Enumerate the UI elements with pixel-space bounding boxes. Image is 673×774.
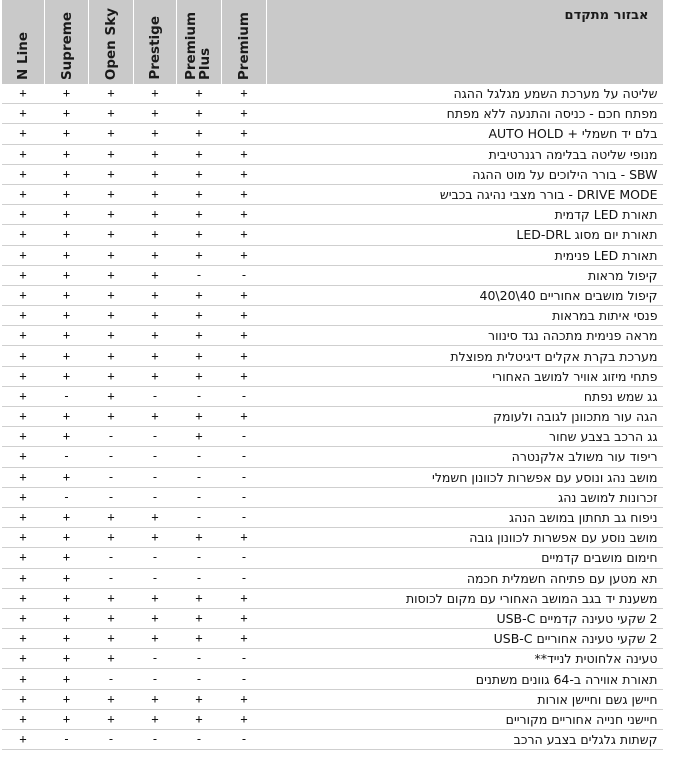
feature-name: הגה עור מתכוונן לגובה ולעומק — [267, 407, 663, 427]
availability-mark: - — [222, 427, 267, 447]
table-body — [2, 84, 663, 750]
availability-mark: + — [89, 366, 134, 386]
availability-mark: + — [2, 366, 45, 386]
table-row — [2, 649, 663, 669]
feature-header-title: אבזור מתקדם — [564, 8, 649, 23]
availability-mark: + — [222, 629, 267, 649]
availability-mark: + — [222, 104, 267, 124]
table-row — [2, 366, 663, 386]
availability-mark: - — [134, 386, 177, 406]
availability-mark: + — [89, 124, 134, 144]
availability-mark: + — [134, 144, 177, 164]
availability-mark: + — [45, 407, 89, 427]
availability-mark: - — [222, 386, 267, 406]
table-row — [2, 84, 663, 104]
availability-mark: + — [2, 548, 45, 568]
availability-mark: - — [177, 507, 222, 527]
availability-mark: + — [222, 84, 267, 104]
table-row — [2, 487, 663, 507]
table-row — [2, 346, 663, 366]
availability-mark: + — [134, 104, 177, 124]
availability-mark: + — [177, 84, 222, 104]
availability-mark: - — [177, 467, 222, 487]
availability-mark: + — [222, 225, 267, 245]
availability-mark: + — [89, 104, 134, 124]
table-row — [2, 427, 663, 447]
availability-mark: + — [177, 427, 222, 447]
availability-mark: + — [45, 366, 89, 386]
availability-mark: + — [222, 366, 267, 386]
trim-label-open-sky: Open Sky — [103, 7, 119, 80]
feature-name: זכרונות למושב נהג — [267, 487, 663, 507]
table-row — [2, 528, 663, 548]
feature-name: מושב נוסע עם אפשרות לכוונון גובה — [267, 528, 663, 548]
availability-mark: + — [45, 548, 89, 568]
availability-mark: - — [177, 568, 222, 588]
availability-mark: + — [2, 84, 45, 104]
availability-mark: + — [45, 689, 89, 709]
availability-mark: + — [134, 205, 177, 225]
feature-name: DRIVE MODE - בורר מצבי נהיגה בכביש — [267, 184, 663, 204]
availability-mark: + — [134, 184, 177, 204]
feature-name: חיישן גשם וחיישן אורות — [267, 689, 663, 709]
availability-mark: + — [222, 407, 267, 427]
availability-mark: + — [89, 306, 134, 326]
availability-mark: + — [222, 124, 267, 144]
table-row — [2, 629, 663, 649]
availability-mark: + — [222, 528, 267, 548]
table-row — [2, 104, 663, 124]
availability-mark: - — [45, 487, 89, 507]
table-row — [2, 689, 663, 709]
feature-name: 2 שקעי טעינה קדמיים USB-C — [267, 608, 663, 628]
table-row — [2, 730, 663, 750]
table-row — [2, 386, 663, 406]
availability-mark: + — [134, 285, 177, 305]
feature-name: משענת יד בגב המושב האחורי עם מקום לכוסות — [267, 588, 663, 608]
availability-mark: - — [134, 467, 177, 487]
availability-mark: + — [177, 225, 222, 245]
feature-name: חיישני חנייה אחוריים מקוריים — [267, 709, 663, 729]
availability-mark: + — [134, 588, 177, 608]
availability-mark: + — [222, 709, 267, 729]
feature-name: קיפול מושבים אחוריים 40\20\40 — [267, 285, 663, 305]
availability-mark: + — [2, 225, 45, 245]
availability-mark: + — [45, 124, 89, 144]
availability-mark: - — [134, 669, 177, 689]
availability-mark: + — [89, 205, 134, 225]
availability-mark: + — [222, 205, 267, 225]
availability-mark: + — [45, 629, 89, 649]
feature-name: תאורת יום מסוג LED-DRL — [267, 225, 663, 245]
availability-mark: - — [177, 386, 222, 406]
feature-name: 2 שקעי טעינה אחוריים USB-C — [267, 629, 663, 649]
availability-mark: + — [45, 144, 89, 164]
availability-mark: + — [177, 709, 222, 729]
availability-mark: + — [2, 386, 45, 406]
availability-mark: + — [222, 184, 267, 204]
availability-mark: + — [2, 306, 45, 326]
availability-mark: + — [134, 507, 177, 527]
feature-name: פנסי איתות במראות — [267, 306, 663, 326]
availability-mark: + — [177, 346, 222, 366]
availability-mark: + — [2, 528, 45, 548]
availability-mark: + — [2, 124, 45, 144]
availability-mark: + — [45, 285, 89, 305]
availability-mark: - — [89, 427, 134, 447]
availability-mark: + — [134, 629, 177, 649]
availability-mark: + — [222, 144, 267, 164]
availability-mark: + — [177, 528, 222, 548]
availability-mark: + — [2, 144, 45, 164]
feature-name: בלם יד חשמלי + AUTO HOLD — [267, 124, 663, 144]
table-row — [2, 225, 663, 245]
feature-name: גג הרכב בצבע שחור — [267, 427, 663, 447]
availability-mark: - — [89, 730, 134, 750]
availability-mark: + — [45, 225, 89, 245]
table-row — [2, 709, 663, 729]
availability-mark: + — [222, 306, 267, 326]
availability-mark: + — [89, 407, 134, 427]
availability-mark: + — [45, 709, 89, 729]
availability-mark: - — [89, 669, 134, 689]
availability-mark: - — [222, 548, 267, 568]
availability-mark: + — [2, 346, 45, 366]
trim-label-supreme: Supreme — [58, 11, 75, 80]
availability-mark: + — [89, 346, 134, 366]
availability-mark: + — [45, 164, 89, 184]
availability-mark: - — [177, 730, 222, 750]
availability-mark: - — [222, 507, 267, 527]
availability-mark: + — [134, 407, 177, 427]
availability-mark: + — [45, 184, 89, 204]
availability-mark: + — [2, 407, 45, 427]
availability-mark: + — [89, 588, 134, 608]
availability-mark: + — [134, 124, 177, 144]
availability-mark: + — [89, 184, 134, 204]
feature-name: מפתח חכם - כניסה והתנעה ללא מפתח — [267, 104, 663, 124]
table-row — [2, 205, 663, 225]
feature-name: ניפוח גב תחתון במושב הנהג — [267, 507, 663, 527]
availability-mark: + — [2, 649, 45, 669]
table-row — [2, 548, 663, 568]
availability-mark: + — [2, 588, 45, 608]
availability-mark: + — [45, 346, 89, 366]
availability-mark: + — [222, 285, 267, 305]
availability-mark: + — [2, 608, 45, 628]
feature-name: מנופי שליטה בבלימה רגנרטיבית — [267, 144, 663, 164]
availability-mark: - — [134, 548, 177, 568]
trim-header-prestige — [134, 0, 177, 84]
table-row — [2, 467, 663, 487]
table-row — [2, 608, 663, 628]
availability-mark: + — [45, 588, 89, 608]
availability-mark: + — [177, 689, 222, 709]
availability-mark: + — [89, 285, 134, 305]
availability-mark: + — [45, 507, 89, 527]
availability-mark: + — [89, 245, 134, 265]
availability-mark: + — [89, 629, 134, 649]
availability-mark: - — [222, 265, 267, 285]
availability-mark: + — [177, 205, 222, 225]
feature-name: ריפוד עור משולב אלקנטרה — [267, 447, 663, 467]
availability-mark: + — [134, 84, 177, 104]
availability-mark: + — [45, 649, 89, 669]
availability-mark: - — [89, 568, 134, 588]
table-row — [2, 285, 663, 305]
availability-mark: + — [134, 245, 177, 265]
availability-mark: + — [45, 608, 89, 628]
trim-header-open-sky — [89, 0, 134, 84]
availability-mark: + — [45, 528, 89, 548]
availability-mark: + — [177, 164, 222, 184]
availability-mark: + — [177, 144, 222, 164]
availability-mark: + — [2, 427, 45, 447]
feature-name: טעינה אלחוטית לנייד** — [267, 649, 663, 669]
availability-mark: - — [89, 447, 134, 467]
availability-mark: + — [177, 124, 222, 144]
availability-mark: + — [2, 568, 45, 588]
table-row — [2, 507, 663, 527]
availability-mark: + — [2, 205, 45, 225]
availability-mark: - — [134, 487, 177, 507]
feature-name: תאורת אווירה ב-64 גוונים משתנים — [267, 669, 663, 689]
feature-name: קיפול מראות — [267, 265, 663, 285]
availability-mark: - — [45, 730, 89, 750]
availability-mark: + — [2, 245, 45, 265]
feature-name: קשתות גלגלים בצבע הרכב — [267, 730, 663, 750]
availability-mark: + — [177, 407, 222, 427]
availability-mark: - — [177, 669, 222, 689]
availability-mark: + — [222, 588, 267, 608]
availability-mark: + — [45, 467, 89, 487]
table-row — [2, 407, 663, 427]
trim-label-premium: Premium — [236, 11, 252, 80]
availability-mark: + — [222, 608, 267, 628]
table-row — [2, 265, 663, 285]
availability-mark: + — [177, 326, 222, 346]
availability-mark: + — [89, 225, 134, 245]
table-row — [2, 588, 663, 608]
availability-mark: + — [2, 730, 45, 750]
availability-mark: + — [134, 225, 177, 245]
availability-mark: - — [222, 568, 267, 588]
availability-mark: + — [89, 709, 134, 729]
availability-mark: - — [89, 467, 134, 487]
table-row — [2, 184, 663, 204]
trim-header-premium — [222, 0, 267, 84]
table-row — [2, 144, 663, 164]
availability-mark: + — [2, 669, 45, 689]
availability-mark: + — [89, 265, 134, 285]
availability-mark: + — [134, 608, 177, 628]
availability-mark: + — [45, 306, 89, 326]
table-row — [2, 447, 663, 467]
availability-mark: + — [177, 285, 222, 305]
availability-mark: + — [45, 669, 89, 689]
availability-mark: - — [177, 447, 222, 467]
availability-mark: - — [222, 669, 267, 689]
availability-mark: - — [222, 447, 267, 467]
availability-mark: + — [134, 265, 177, 285]
table-row — [2, 164, 663, 184]
availability-mark: + — [134, 689, 177, 709]
availability-mark: + — [2, 507, 45, 527]
availability-mark: + — [45, 84, 89, 104]
availability-mark: - — [134, 427, 177, 447]
table-row — [2, 326, 663, 346]
feature-name: תאורת LED קדמית — [267, 205, 663, 225]
feature-name: גג שמש נפתח — [267, 386, 663, 406]
availability-mark: + — [134, 346, 177, 366]
availability-mark: + — [222, 689, 267, 709]
availability-mark: + — [2, 487, 45, 507]
table-row — [2, 124, 663, 144]
availability-mark: + — [134, 164, 177, 184]
availability-mark: + — [2, 689, 45, 709]
availability-mark: + — [89, 164, 134, 184]
availability-mark: + — [89, 326, 134, 346]
availability-mark: - — [177, 548, 222, 568]
availability-mark: + — [2, 447, 45, 467]
availability-mark: - — [222, 649, 267, 669]
feature-name: שליטה על מערכת השמע מגלגל ההגה — [267, 84, 663, 104]
feature-name: פתחי מיזוג אוויר למושב האחורי — [267, 366, 663, 386]
feature-name: חימום מושבים קדמיים — [267, 548, 663, 568]
availability-mark: + — [2, 104, 45, 124]
availability-mark: - — [134, 649, 177, 669]
header-row — [2, 0, 663, 84]
availability-mark: + — [177, 184, 222, 204]
availability-mark: + — [134, 326, 177, 346]
availability-mark: + — [2, 265, 45, 285]
feature-name: מראה פנימית מתכהה נגד סינוור — [267, 326, 663, 346]
availability-mark: + — [222, 326, 267, 346]
availability-mark: + — [89, 689, 134, 709]
availability-mark: + — [222, 164, 267, 184]
availability-mark: - — [222, 487, 267, 507]
availability-mark: + — [45, 205, 89, 225]
trim-label-nline: N Line — [15, 32, 31, 80]
spec-table — [1, 0, 663, 750]
availability-mark: + — [134, 366, 177, 386]
trim-header-nline — [2, 0, 45, 84]
availability-mark: - — [134, 568, 177, 588]
availability-mark: + — [177, 608, 222, 628]
availability-mark: + — [177, 588, 222, 608]
availability-mark: + — [177, 245, 222, 265]
availability-mark: + — [89, 84, 134, 104]
availability-mark: + — [177, 366, 222, 386]
availability-mark: + — [134, 528, 177, 548]
availability-mark: - — [134, 730, 177, 750]
availability-mark: + — [2, 326, 45, 346]
availability-mark: - — [45, 386, 89, 406]
table-row — [2, 306, 663, 326]
trim-header-supreme — [45, 0, 89, 84]
availability-mark: + — [177, 306, 222, 326]
availability-mark: + — [89, 144, 134, 164]
availability-mark: + — [45, 326, 89, 346]
availability-mark: - — [222, 467, 267, 487]
availability-mark: - — [89, 548, 134, 568]
availability-mark: - — [177, 265, 222, 285]
trim-header-premium-plus — [177, 0, 222, 84]
feature-name: מושב נהג ונוסע עם אפשרות לכוונון חשמלי — [267, 467, 663, 487]
trim-label-premium-plus: Premium Plus — [183, 11, 213, 80]
availability-mark: + — [45, 568, 89, 588]
availability-mark: - — [222, 730, 267, 750]
availability-mark: - — [177, 487, 222, 507]
availability-mark: + — [2, 184, 45, 204]
table-row — [2, 568, 663, 588]
availability-mark: + — [2, 285, 45, 305]
availability-mark: + — [222, 346, 267, 366]
availability-mark: + — [2, 164, 45, 184]
availability-mark: + — [45, 245, 89, 265]
availability-mark: + — [89, 649, 134, 669]
availability-mark: + — [2, 629, 45, 649]
availability-mark: + — [45, 427, 89, 447]
feature-name: תא מטען עם פתיחה חשמלית חכמה — [267, 568, 663, 588]
availability-mark: - — [45, 447, 89, 467]
availability-mark: + — [222, 245, 267, 265]
availability-mark: - — [177, 649, 222, 669]
feature-name: תאורת LED פנימית — [267, 245, 663, 265]
availability-mark: + — [177, 104, 222, 124]
availability-mark: + — [134, 709, 177, 729]
availability-mark: + — [177, 629, 222, 649]
feature-name: מערכת בקרת אקלים דיגיטלית מפוצלת — [267, 346, 663, 366]
trim-label-prestige: Prestige — [147, 16, 163, 80]
availability-mark: + — [2, 467, 45, 487]
availability-mark: - — [134, 447, 177, 467]
availability-mark: + — [134, 306, 177, 326]
availability-mark: + — [89, 608, 134, 628]
availability-mark: - — [89, 487, 134, 507]
availability-mark: + — [89, 528, 134, 548]
availability-mark: + — [45, 104, 89, 124]
availability-mark: + — [89, 507, 134, 527]
availability-mark: + — [89, 386, 134, 406]
feature-name: SBW - בורר הילוכים על מוט ההגה — [267, 164, 663, 184]
availability-mark: + — [2, 709, 45, 729]
table-row — [2, 245, 663, 265]
availability-mark: + — [45, 265, 89, 285]
feature-column-header — [267, 0, 663, 84]
table-row — [2, 669, 663, 689]
